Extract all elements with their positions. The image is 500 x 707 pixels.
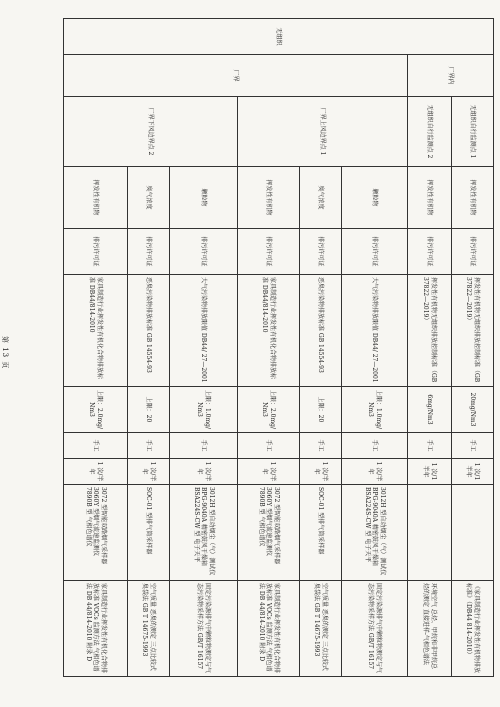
equipment-item: 7890B 型 气相色谱仪 — [257, 487, 265, 547]
group-label: 无组织 — [64, 19, 494, 55]
limit-value: 上限：2.0mg/Nm3 — [238, 387, 300, 433]
monitoring-method: 手工 — [64, 433, 128, 459]
analysis-method: 《家具制造行业挥发性有机物排放标准》（DB44 814-2010） — [452, 581, 494, 677]
page-number: 第 13 页 — [1, 336, 9, 370]
analysis-method: 环境空气 总烃、甲烷和非甲烷总烃的测定 直接进样-气相色谱法 — [408, 581, 452, 677]
equipment-list — [170, 485, 238, 581]
limit-value: 上限：2.0mg/Nm3 — [64, 387, 128, 433]
emission-standard: 恶臭污染物排放标准 GB 14554-93 — [300, 275, 342, 387]
limit-value: 上限：1.0mg/Nm3 — [170, 387, 238, 433]
section-label: 厂界 — [64, 55, 408, 97]
pollutant: 挥发性有机物 — [238, 167, 300, 229]
equipment-item: BSA224S-CW 型 电子天平 — [192, 487, 200, 563]
equipment-item: BPG-9040A 精密鼓风干燥箱 — [371, 487, 379, 566]
equipment-item: BPG-9040A 精密鼓风干燥箱 — [200, 487, 208, 566]
limit-source: 排污许可证 — [452, 229, 494, 275]
pollutant: 臭气浓度 — [300, 167, 342, 229]
limit-source: 排污许可证 — [238, 229, 300, 275]
section-label: 厂界内 — [408, 55, 494, 97]
equipment-list — [300, 485, 342, 581]
equipment-list — [64, 485, 128, 581]
analysis-method: 空气质量 恶臭的测定 三点比较式臭袋法 GB T 14675-1993 — [128, 581, 170, 677]
monitoring-frequency: 1 次/半年 — [128, 459, 170, 485]
monitoring-frequency: 1 次/半年 — [64, 459, 128, 485]
monitoring-frequency: 1 次/1 半年 — [452, 459, 494, 485]
equipment-item: 7890B 型 气相色谱仪 — [84, 487, 92, 547]
analysis-method: 家具制造行业挥发性有机化合物排放标准 VOCs 监测方法 气相色谱法 DB 44/814-2010 附录 D — [238, 581, 300, 677]
emission-standard: 恶臭污染物排放标准 GB 14554-93 — [128, 275, 170, 387]
analysis-method: 空气质量 恶臭的测定 三点比较式臭袋法 GB T 14675-1993 — [300, 581, 342, 677]
limit-value: 上限：20 — [300, 387, 342, 433]
table-row — [170, 19, 238, 677]
equipment-item: SOC-01 型排气筒采样器 — [317, 487, 325, 555]
monitoring-point: 厂界上风边界点 1 — [238, 97, 408, 167]
table-row — [342, 19, 408, 677]
limit-source: 排污许可证 — [128, 229, 170, 275]
pollutant: 颗粒物 — [342, 167, 408, 229]
pollutant: 挥发性有机物 — [408, 167, 452, 229]
monitoring-point: 无组织自行监测点 2 — [408, 97, 452, 167]
monitoring-method: 手工 — [128, 433, 170, 459]
limit-source: 排污许可证 — [408, 229, 452, 275]
limit-value: 20mg/Nm3 — [452, 387, 494, 433]
monitoring-method: 手工 — [300, 433, 342, 459]
table-row — [452, 19, 494, 677]
emission-standard: 家具制造行业挥发性有机化合物排放标准 DB44/814-2010 — [64, 275, 128, 387]
limit-value: 上限：1.0mg/Nm3 — [342, 387, 408, 433]
monitoring-frequency: 1 次/1 半年 — [408, 459, 452, 485]
limit-value: 6mg/Nm3 — [408, 387, 452, 433]
equipment-item: 3072 型智能双路烟气采样器 — [100, 487, 108, 565]
emission-standard: 家具制造行业挥发性有机化合物排放标准 DB44/814-2010 — [238, 275, 300, 387]
limit-value: 上限：20 — [128, 387, 170, 433]
monitoring-method: 手工 — [452, 433, 494, 459]
equipment-item: 3060Y 型烟气流速监测仪 — [265, 487, 273, 557]
equipment-list — [408, 485, 452, 581]
equipment-list — [238, 485, 300, 581]
table-body — [64, 19, 494, 677]
equipment-item: SOC-01 型排气筒采样器 — [145, 487, 153, 555]
limit-source: 排污许可证 — [342, 229, 408, 275]
pollutant: 挥发性有机物 — [452, 167, 494, 229]
monitoring-point: 无组织自行监测点 1 — [452, 97, 494, 167]
monitoring-method: 手工 — [238, 433, 300, 459]
analysis-method: 家具制造行业挥发性有机化合物排放标准 VOCs 监测方法 气相色谱法 DB 44/814-2010 附录 D — [64, 581, 128, 677]
emission-standard: 大气污染物排放限值 DB44/ 27—2001 — [342, 275, 408, 387]
limit-source: 排污许可证 — [64, 229, 128, 275]
pollutant: 挥发性有机物 — [64, 167, 128, 229]
equipment-item: BSA224S-CW 型 电子天平 — [363, 487, 371, 563]
monitoring-frequency: 1 次/半年 — [300, 459, 342, 485]
limit-source: 排污许可证 — [170, 229, 238, 275]
emission-standard: 大气污染物排放限值 DB44/ 27—2001 — [170, 275, 238, 387]
analysis-method: 固定污染源排气中颗粒物测定与气态污染物采样方法 GB/T 16157 — [170, 581, 238, 677]
emission-standard: 挥发性有机物无组织排放控制标准（GB 37822—2019） — [452, 275, 494, 387]
equipment-item: 3012H 型自动烟尘（气）测试仪 — [208, 487, 216, 576]
equipment-item: 3060Y 型烟气流速监测仪 — [92, 487, 100, 557]
monitoring-method: 手工 — [170, 433, 238, 459]
emission-standard: 挥发性有机物无组织排放控制标准（GB 37822—2019） — [408, 275, 452, 387]
analysis-method: 固定污染源排气中颗粒物测定与气态污染物采样方法 GB/T 16157 — [342, 581, 408, 677]
monitoring-frequency: 1 次/半年 — [342, 459, 408, 485]
monitoring-table — [63, 18, 494, 677]
monitoring-method: 手工 — [342, 433, 408, 459]
equipment-item: 3012H 型自动烟尘（气）测试仪 — [379, 487, 387, 576]
monitoring-method: 手工 — [408, 433, 452, 459]
equipment-list — [342, 485, 408, 581]
equipment-list — [128, 485, 170, 581]
monitoring-frequency: 1 次/半年 — [170, 459, 238, 485]
monitoring-point: 厂界下风边界点 2 — [64, 97, 238, 167]
pollutant: 臭气浓度 — [128, 167, 170, 229]
limit-source: 排污许可证 — [300, 229, 342, 275]
table-row — [408, 19, 452, 677]
equipment-list — [452, 485, 494, 581]
monitoring-frequency: 1 次/半年 — [238, 459, 300, 485]
equipment-item: 3072 型智能双路烟气采样器 — [273, 487, 281, 565]
pollutant: 颗粒物 — [170, 167, 238, 229]
